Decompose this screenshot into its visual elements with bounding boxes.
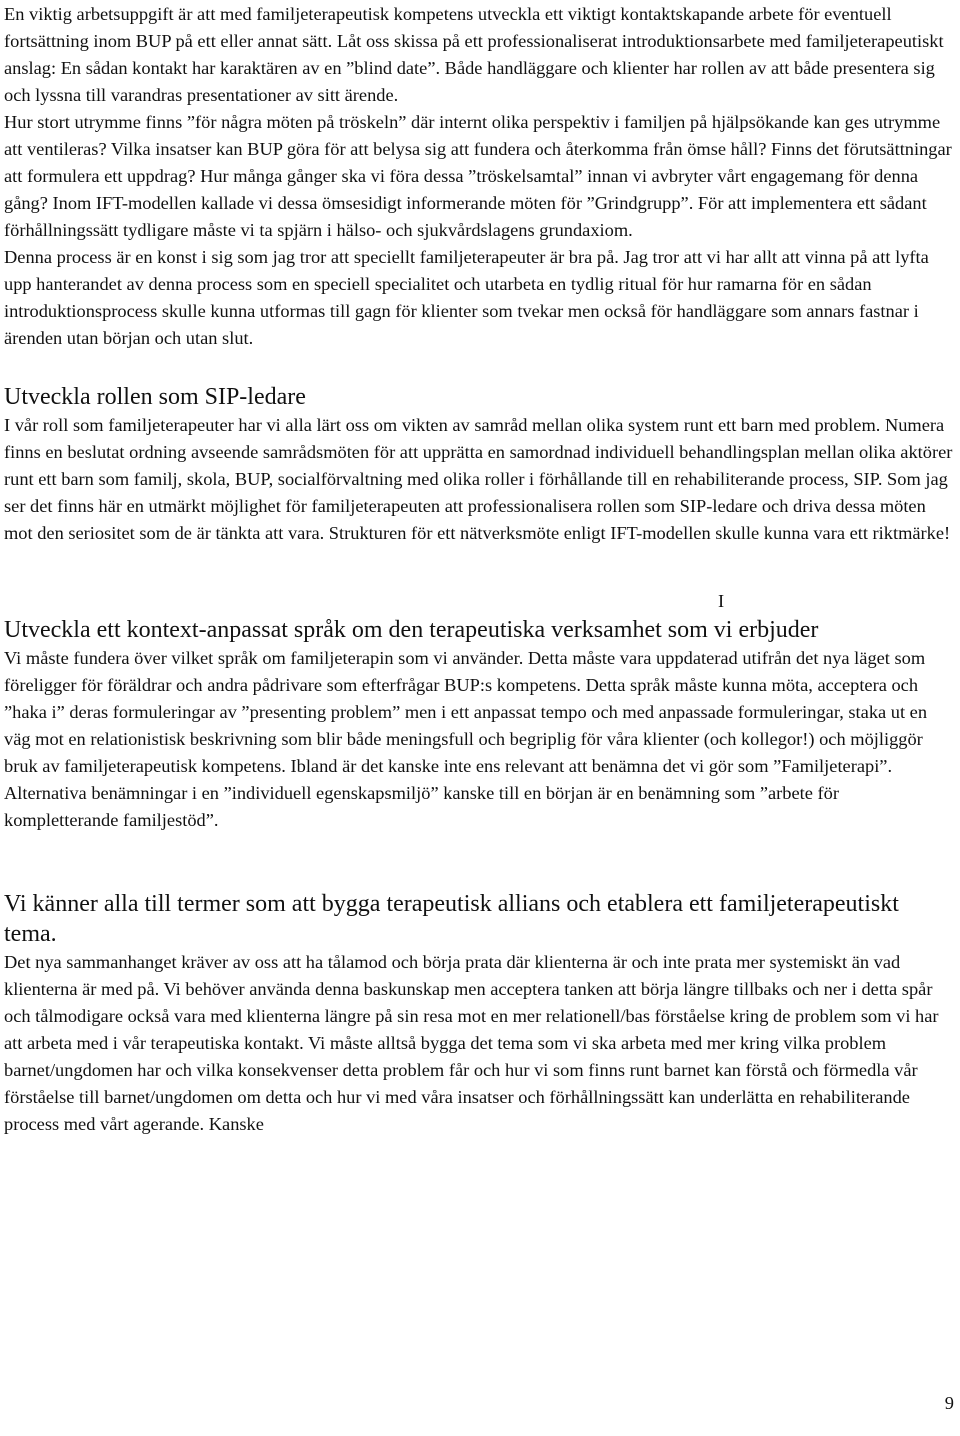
stray-text-mark: I [718, 591, 725, 611]
spacer [4, 547, 956, 587]
section-heading-alliance: Vi känner alla till termer som att bygga terapeutisk allians och etablera ett familjeterapeutiskt tema. [4, 891, 899, 947]
section-therapeutic-alliance [4, 889, 956, 1138]
section-context-language [4, 615, 956, 834]
section-body-alliance: Det nya sammanhanget kräver av oss att ha tålamod och börja prata där klienterna är och inte prata mer systemiskt än vad klienterna är med på. Vi behöver använda denna baskunskap men acceptera tanken att börja längre tillbaks och ner i detta spår och tålmodigare också vara med klienterna längre på sin resa mot en mer relationell/bas förståelse kring de problem som vi har att arbeta med i vår terapeutiska kontakt. Vi måste alltså bygga det tema som vi ska arbeta med mer kring vilka problem barnet/ungdomen har och vilka konsekvenser detta problem får och hur vi som finns runt barnet kan förstå och förmedla vår förståelse till barnet/ungdomen om detta och hur vi med våra insatser och förhållningssätt kan underlätta en rehabiliterande process med vårt agerande. Kanske [4, 952, 939, 1134]
section-sip-leader [4, 382, 956, 547]
section-body-language: Vi måste fundera över vilket språk om familjeterapin som vi använder. Detta måste vara uppdaterad utifrån det nya läget som föreligger för föräldrar och andra pådrivare som efterfrågar BUP:s kompetens. Detta språk måste kunna möta, acceptera och ”haka i” deras formuleringar av ”presenting problem” men i ett anpassat tempo och med anpassade formuleringar, staka ut en väg mot en relationistisk beskrivning som blir både meningsfull och begriplig för våra klienter (och kollegor!) och möjliggör bruk av familjeterapeutisk kompetens. Ibland är det kanske inte ens relevant att benämna det vi gör som ”Familjeterapi”. Alternativa benämningar i en ”individuell egenskapsmiljö” kanske till en början är en benämning som ”arbete för kompletterande familjestöd”. [4, 648, 928, 830]
section-heading-language: Utveckla ett kontext-anpassat språk om den terapeutiska verksamhet som vi erbjuder [4, 617, 819, 643]
spacer [4, 352, 956, 382]
spacer [4, 834, 956, 889]
section-heading-sip: Utveckla rollen som SIP-ledare [4, 384, 306, 410]
intro-paragraph-1: En viktig arbetsuppgift är att med familjeterapeutisk kompetens utveckla ett viktigt kontaktskapande arbete för eventuell fortsättning inom BUP på ett eller annat sätt. Låt oss skissa på ett professionaliserat introduktionsarbete med familjeterapeutiskt anslag: En sådan kontakt har karaktären av en ”blind date”. Både handläggare och klienter har rollen av att både presentera sig och lyssna till varandras presentationer av sitt ärende. [4, 4, 944, 105]
page-number: 9 [944, 1393, 954, 1413]
intro-paragraph-2: Hur stort utrymme finns ”för några möten på tröskeln” där internt olika perspektiv i familjen på hjälpsökande kan ges utrymme att ventileras? Vilka insatser kan BUP göra för att belysa sig att fundera och återkomma från ömse håll? Finns det förutsättningar att formulera ett uppdrag? Hur många gånger ska vi föra dessa ”tröskelsamtal” innan vi avbryter vårt engagemang för denna gång? Inom IFT-modellen kallade vi dessa ömsesidigt informerande möten för ”Grindgrupp”. För att implementera ett sådant förhållningssätt tydligare måste vi ta spjärn i hälso- och sjukvårdslagens grundaxiom. [4, 112, 952, 240]
intro-paragraph-3: Denna process är en konst i sig som jag tror att speciellt familjeterapeuter är bra på. Jag tror att vi har allt att vinna på att lyfta upp hanterandet av denna process som en speciell specialitet och utarbeta en tydlig ritual för hur ramarna för en sådan introduktionsprocess skulle kunna utformas till gagn för klienter som tvekar men också för handläggare som annars fastnar i ärenden utan början och utan slut. [4, 247, 929, 348]
document-page [4, 0, 956, 1138]
section-body-sip: I vår roll som familjeterapeuter har vi alla lärt oss om vikten av samråd mellan olika system runt ett barn med problem. Numera finns en beslutat ordning avseende samrådsmöten för att upprätta en samordnad individuell behandlingsplan mellan olika aktörer runt ett barn som familj, skola, BUP, socialförvaltning med olika roller i förhållande till en rehabiliterande process, SIP. Som jag ser det finns här en utmärkt möjlighet för familjeterapeuten att professionalisera rollen som SIP-ledare och driva dessa möten mot den seriositet som de är tänkta att vara. Strukturen för ett nätverksmöte enligt IFT-modellen skulle kunna vara ett riktmärke! [4, 415, 953, 543]
